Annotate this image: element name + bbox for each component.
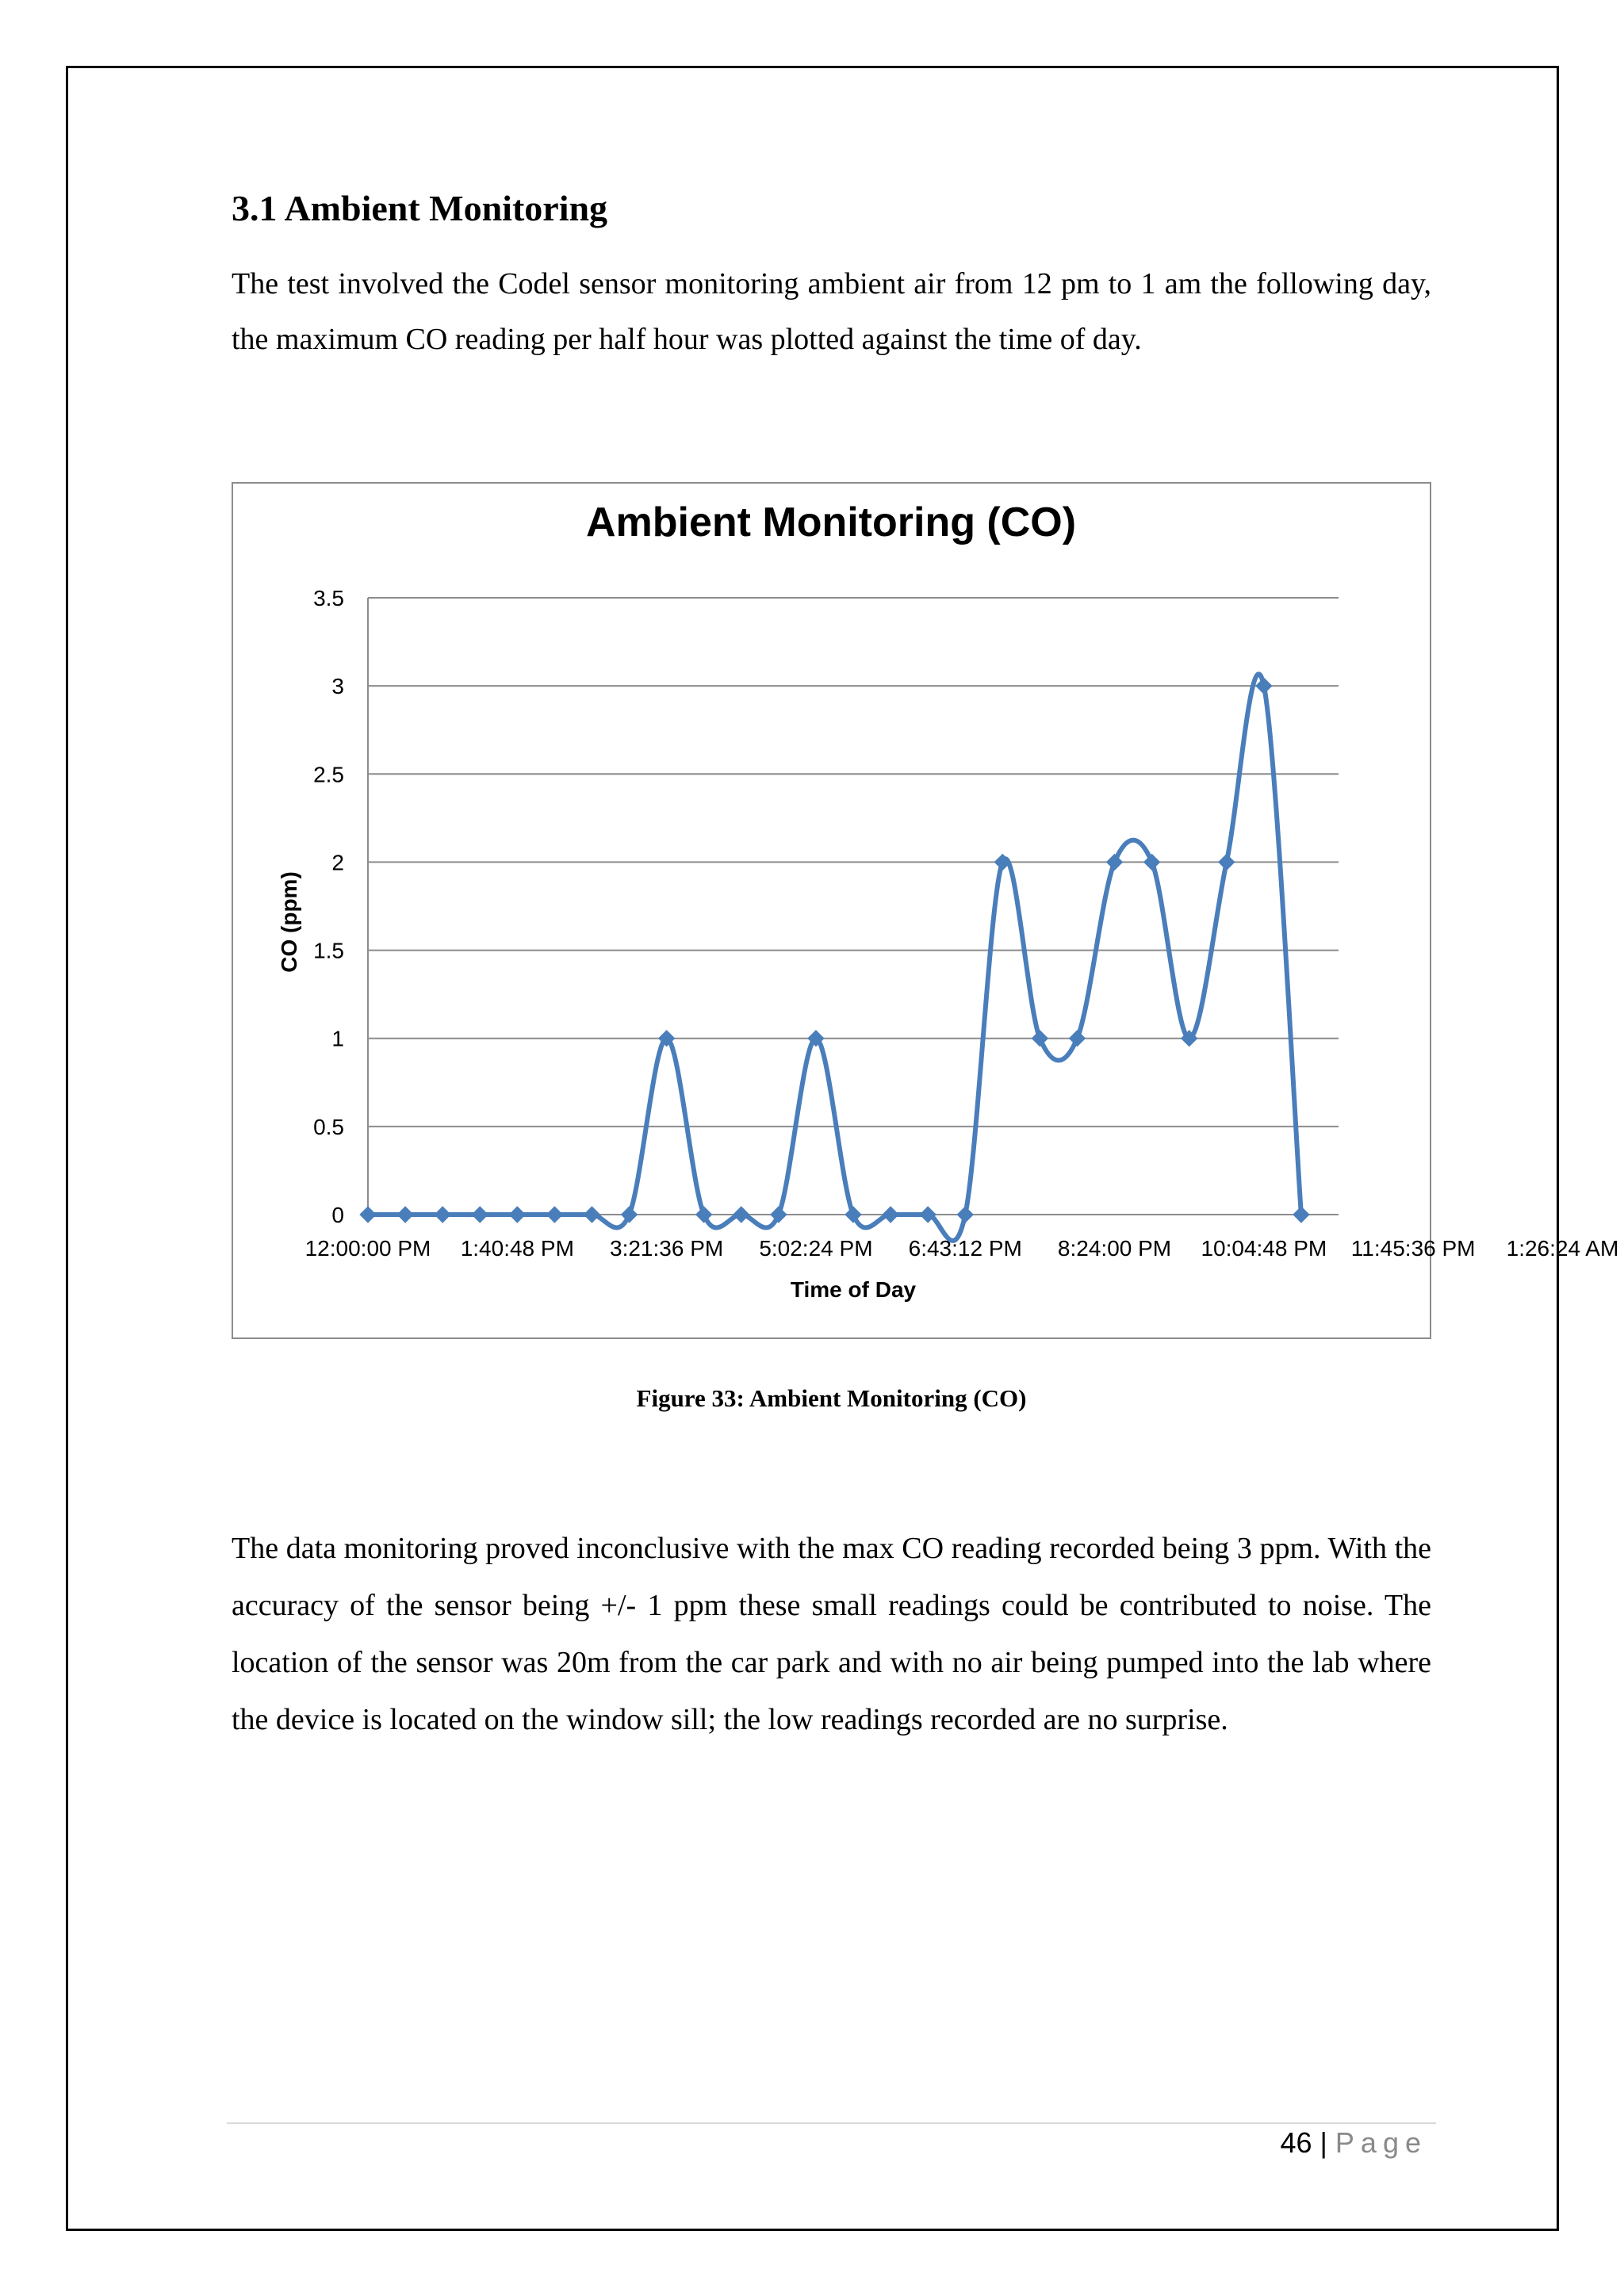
data-point: [1032, 1031, 1048, 1047]
y-tick-label: 3.5: [313, 586, 344, 610]
data-point: [1293, 1207, 1309, 1223]
data-point: [472, 1207, 488, 1223]
x-tick-label: 5:02:24 PM: [759, 1236, 873, 1261]
data-point: [435, 1207, 450, 1223]
y-tick-label: 3: [331, 674, 344, 699]
y-tick-label: 1: [331, 1026, 344, 1051]
chart-frame: [232, 482, 1619, 1339]
footer-divider: [227, 2122, 1436, 2124]
x-tick-label: 1:26:24 AM: [1506, 1236, 1619, 1261]
data-point: [696, 1207, 712, 1223]
x-tick-label: 10:04:48 PM: [1201, 1236, 1327, 1261]
footer-separator: |: [1320, 2126, 1327, 2159]
y-tick-label: 2: [331, 850, 344, 875]
x-tick-label: 1:40:48 PM: [460, 1236, 574, 1261]
data-point: [397, 1207, 413, 1223]
data-point: [1219, 854, 1235, 870]
x-tick-label: 11:45:36 PM: [1350, 1236, 1476, 1261]
x-tick-label: 6:43:12 PM: [908, 1236, 1022, 1261]
data-point: [1256, 678, 1272, 694]
discussion-paragraph: The data monitoring proved inconclusive with the max CO reading recorded being 3 ppm. With the accuracy of the sensor being +/- 1 ppm these small readings could be contributed to noise. The location of the sensor was 20m from the car park and with no air being pumped into the lab where the device is located on the window sill; the low readings recorded are no surprise.: [232, 1532, 1431, 1736]
co-line-chart: [233, 484, 1619, 1337]
section-heading: 3.1 Ambient Monitoring: [232, 188, 608, 228]
data-point: [845, 1207, 861, 1223]
x-axis-title: Time of Day: [790, 1277, 917, 1302]
page-number: 46: [1280, 2126, 1312, 2159]
data-point: [1144, 854, 1160, 870]
data-point: [957, 1207, 973, 1223]
chart-title: Ambient Monitoring (CO): [585, 499, 1077, 545]
data-point: [622, 1207, 638, 1223]
data-point: [546, 1207, 562, 1223]
x-tick-label: 8:24:00 PM: [1057, 1236, 1172, 1261]
figure-caption: Figure 33: Ambient Monitoring (CO): [636, 1384, 1027, 1412]
y-axis-title: CO (ppm): [277, 871, 301, 973]
page-footer: [1280, 2126, 1427, 2160]
data-point: [771, 1207, 787, 1223]
series-line: [368, 674, 1301, 1241]
page-label: Page: [1335, 2126, 1427, 2159]
data-point: [509, 1207, 525, 1223]
data-point: [1107, 854, 1123, 870]
y-tick-label: 0: [331, 1203, 344, 1227]
y-tick-label: 2.5: [313, 762, 344, 787]
intro-paragraph: The test involved the Codel sensor monitoring ambient air from 12 pm to 1 am the following day, the maximum CO reading per half hour was plotted against the time of day.: [232, 267, 1431, 356]
x-tick-label: 3:21:36 PM: [610, 1236, 724, 1261]
y-tick-label: 1.5: [313, 938, 344, 963]
data-point: [360, 1207, 376, 1223]
data-point: [733, 1207, 749, 1223]
data-point: [883, 1207, 898, 1223]
x-tick-label: 12:00:00 PM: [304, 1236, 431, 1261]
y-tick-label: 0.5: [313, 1114, 344, 1139]
data-point: [584, 1207, 599, 1223]
data-point: [1069, 1031, 1085, 1047]
